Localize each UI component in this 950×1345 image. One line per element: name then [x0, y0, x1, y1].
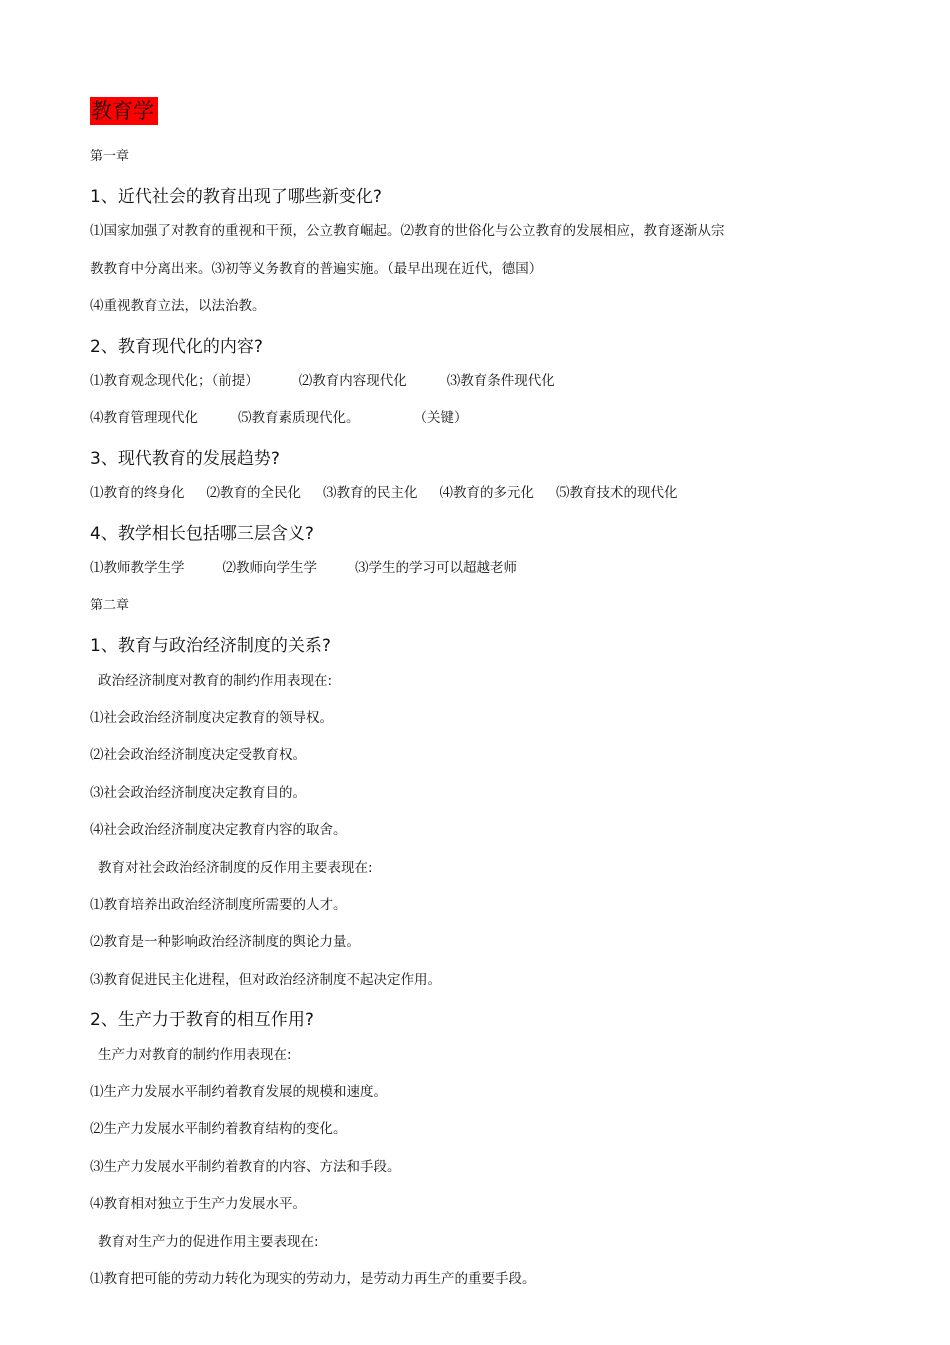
ch1-q1-answer-line-1: ⑴国家加强了对教育的重视和干预，公立教育崛起。⑵教育的世俗化与公立教育的发展相应，教育逐渐从宗 [90, 223, 725, 239]
ch2-q2-a1: ⑴生产力发展水平制约着教育发展的规模和速度。 [90, 1084, 387, 1100]
ch1-q4-item-2: ⑵教师向学生学 [222, 560, 317, 576]
ch2-q1-b2: ⑵教育是一种影响政治经济制度的舆论力量。 [90, 934, 360, 950]
ch1-q2-item-5-note: （关键） [413, 410, 468, 426]
ch2-q1-a3: ⑶社会政治经济制度决定教育目的。 [90, 785, 306, 801]
ch2-question-2: 2、生产力于教育的相互作用? [90, 1010, 314, 1030]
ch1-q3-row [90, 481, 678, 501]
ch1-q2-item-5: ⑸教育素质现代化。 [238, 410, 360, 426]
ch2-q1-a2: ⑵社会政治经济制度决定受教育权。 [90, 747, 306, 763]
ch1-q2-item-1: ⑴教育观念现代化；（前提） [90, 373, 259, 389]
ch1-q2-item-3: ⑶教育条件现代化 [446, 373, 555, 389]
ch1-question-3: 3、现代教育的发展趋势? [90, 449, 280, 469]
ch2-q1-a4: ⑷社会政治经济制度决定教育内容的取舍。 [90, 822, 347, 838]
ch2-q1-b3: ⑶教育促进民主化进程，但对政治经济制度不起决定作用。 [90, 972, 441, 988]
ch1-q4-row [90, 556, 517, 576]
ch1-q3-item-2: ⑵教育的全民化 [206, 485, 301, 501]
ch2-q1-subheading-1: 政治经济制度对教育的制约作用表现在: [98, 673, 333, 689]
ch2-q1-b1: ⑴教育培养出政治经济制度所需要的人才。 [90, 897, 347, 913]
document-title: 教育学 [90, 97, 158, 125]
ch1-q3-item-1: ⑴教育的终身化 [90, 485, 185, 501]
ch1-q1-answer-line-3: ⑷重视教育立法，以法治教。 [90, 298, 266, 314]
ch1-q4-item-1: ⑴教师教学生学 [90, 560, 185, 576]
ch1-question-1: 1、近代社会的教育出现了哪些新变化? [90, 187, 382, 207]
ch2-q2-subheading-2: 教育对生产力的促进作用主要表现在: [98, 1234, 319, 1250]
ch1-q3-item-4: ⑷教育的多元化 [439, 485, 534, 501]
ch1-q3-item-5: ⑸教育技术的现代化 [556, 485, 678, 501]
ch1-q2-item-2: ⑵教育内容现代化 [298, 373, 407, 389]
ch2-q2-a4: ⑷教育相对独立于生产力发展水平。 [90, 1196, 306, 1212]
ch1-q1-answer-line-2: 教教育中分离出来。⑶初等义务教育的普遍实施。（最早出现在近代，德国） [90, 261, 543, 277]
ch2-q2-subheading-1: 生产力对教育的制约作用表现在: [98, 1047, 292, 1063]
ch1-question-4: 4、教学相长包括哪三层含义? [90, 524, 314, 544]
ch2-q1-a1: ⑴社会政治经济制度决定教育的领导权。 [90, 710, 333, 726]
ch2-q2-a2: ⑵生产力发展水平制约着教育结构的变化。 [90, 1121, 347, 1137]
ch1-q2-item-4: ⑷教育管理现代化 [90, 410, 198, 426]
ch1-question-2: 2、教育现代化的内容? [90, 337, 263, 357]
chapter-1-label: 第一章 [90, 149, 130, 164]
ch1-q2-row-2 [90, 406, 468, 426]
chapter-2-label: 第二章 [90, 598, 130, 613]
ch1-q2-row-1 [90, 369, 555, 389]
ch2-question-1: 1、教育与政治经济制度的关系? [90, 636, 331, 656]
ch1-q4-item-3: ⑶学生的学习可以超越老师 [355, 560, 517, 576]
ch2-q2-b1: ⑴教育把可能的劳动力转化为现实的劳动力，是劳动力再生产的重要手段。 [90, 1271, 536, 1287]
ch2-q2-a3: ⑶生产力发展水平制约着教育的内容、方法和手段。 [90, 1159, 401, 1175]
ch1-q3-item-3: ⑶教育的民主化 [323, 485, 418, 501]
ch2-q1-subheading-2: 教育对社会政治经济制度的反作用主要表现在: [98, 860, 373, 876]
